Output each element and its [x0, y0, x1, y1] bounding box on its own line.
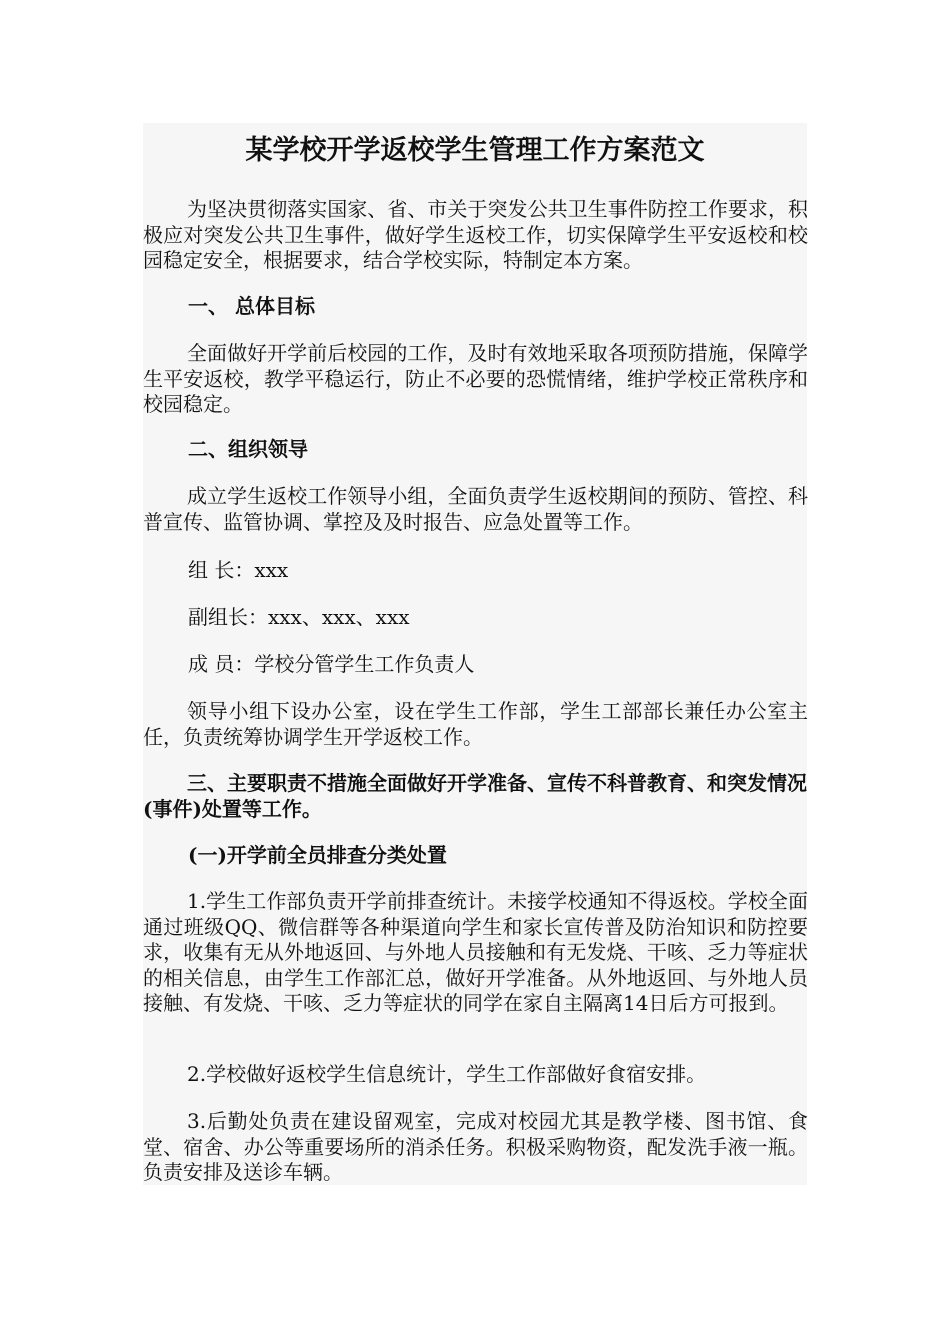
- members-line: 成 员：学校分管学生工作负责人: [188, 652, 475, 676]
- item-3-paragraph: 3.后勤处负责在建设留观室，完成对校园尤其是教学楼、图书馆、食堂、宿舍、办公等重要场所的消杀任务。积极采购物资，配发洗手液一瓶。负责安排及送诊车辆。: [143, 1109, 808, 1184]
- office-paragraph: 领导小组下设办公室，设在学生工作部，学生工部部长兼任办公室主任，负责统筹协调学生开学返校工作。: [143, 699, 808, 749]
- item-1-paragraph: 1.学生工作部负责开学前排查统计。未接学校通知不得返校。学校全面通过班级QQ、微信群等各种渠道向学生和家长宣传普及防治知识和防控要求，收集有无从外地返回、与外地人员接触和有无发烧、干咳、乏力等症状的相关信息，由学生工作部汇总，做好开学准备。从外地返回、与外地人员接触、有发烧、干咳、乏力等症状的同学在家自主隔离14日后方可报到。: [143, 889, 808, 1015]
- section-1-body: 全面做好开学前后校园的工作，及时有效地采取各项预防措施，保障学生平安返校，教学平稳运行，防止不必要的恐慌情绪，维护学校正常秩序和校园稳定。: [143, 341, 808, 416]
- section-1-heading: 一、 总体目标: [188, 294, 315, 318]
- document-title: 某学校开学返校学生管理工作方案范文: [245, 135, 705, 166]
- group-leader-line: 组 长：xxx: [188, 558, 289, 582]
- subsection-1-heading: (一)开学前全员排查分类处置: [188, 843, 447, 867]
- deputy-leader-line: 副组长：xxx、xxx、xxx: [188, 605, 410, 629]
- item-2-paragraph: 2.学校做好返校学生信息统计，学生工作部做好食宿安排。: [187, 1062, 707, 1086]
- intro-paragraph: 为坚决贯彻落实国家、省、市关于突发公共卫生事件防控工作要求，积极应对突发公共卫生事件，做好学生返校工作，切实保障学生平安返校和校园稳定安全，根据要求，结合学校实际，特制定本方案。: [143, 197, 808, 272]
- section-3-heading: 三、主要职责不措施全面做好开学准备、宣传不科普教育、和突发情况(事件)处置等工作。: [143, 771, 807, 821]
- section-2-body: 成立学生返校工作领导小组，全面负责学生返校期间的预防、管控、科普宣传、监管协调、掌控及及时报告、应急处置等工作。: [143, 484, 808, 534]
- section-2-heading: 二、组织领导: [188, 437, 308, 461]
